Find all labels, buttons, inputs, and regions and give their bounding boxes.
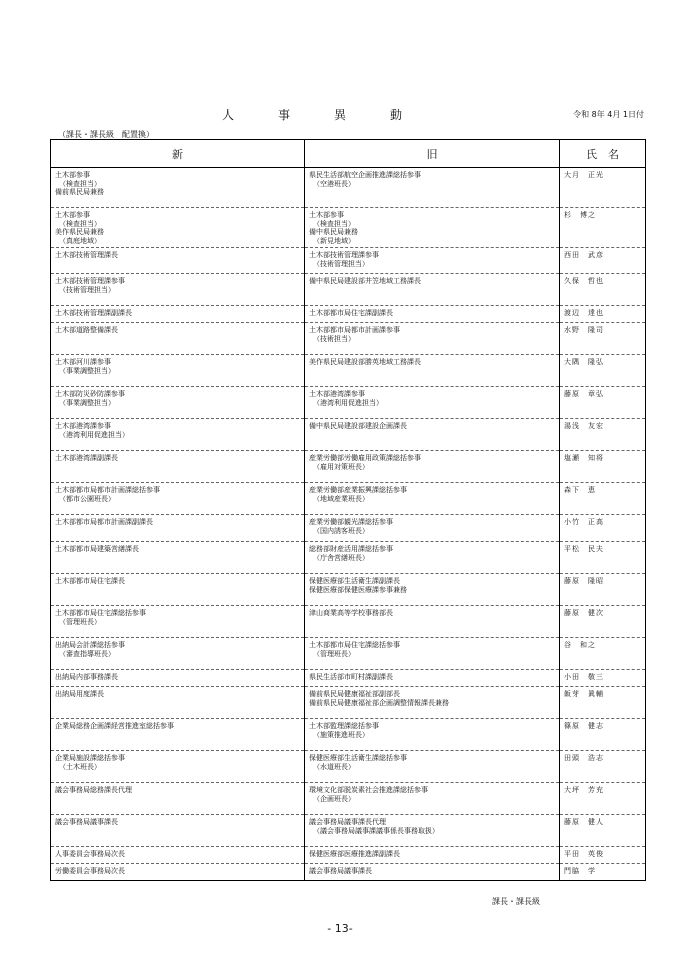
person-name: 小竹 正高 bbox=[564, 518, 604, 526]
person-name: 大坪 芳充 bbox=[564, 786, 604, 794]
new-position-line: 土木部都市局住宅課長 bbox=[55, 577, 125, 585]
person-name: 藤原 章弘 bbox=[564, 390, 604, 398]
new-position-cell bbox=[51, 670, 305, 687]
new-position-line: 土木部港湾課副課長 bbox=[55, 454, 118, 462]
old-position-line: （議会事務局議事課議事係長事務取扱） bbox=[313, 826, 439, 835]
person-name-cell bbox=[560, 606, 646, 638]
new-position-line: 土木部防災砂防課参事 bbox=[55, 390, 125, 398]
old-position-line: （地域産業班長） bbox=[313, 494, 369, 503]
new-position-cell bbox=[51, 638, 305, 670]
table-row bbox=[51, 542, 646, 574]
new-position-cell bbox=[51, 306, 305, 323]
old-position-cell bbox=[305, 847, 560, 864]
new-position-line: （事業調整担当） bbox=[59, 398, 115, 407]
old-position-cell bbox=[305, 451, 560, 483]
person-name: 西田 武彦 bbox=[564, 251, 604, 259]
old-position-line: （港湾利用促進担当） bbox=[313, 398, 383, 407]
new-position-line: （都市公園班長） bbox=[59, 494, 115, 503]
person-name-cell bbox=[560, 783, 646, 815]
person-name-cell bbox=[560, 323, 646, 355]
old-position-line: 保健医療部生活衛生課副課長 bbox=[309, 577, 400, 585]
old-position-line: 津山商業高等学校事務部長 bbox=[309, 609, 393, 617]
old-position-cell bbox=[305, 248, 560, 274]
person-name-cell bbox=[560, 574, 646, 606]
column-header-new: 新 bbox=[51, 140, 305, 168]
person-name: 湯浅 友宏 bbox=[564, 422, 604, 430]
old-position-line: （管理班長） bbox=[313, 649, 355, 658]
table-row bbox=[51, 574, 646, 606]
table-row bbox=[51, 355, 646, 387]
new-position-line: （検査担当） bbox=[59, 219, 101, 228]
old-position-line: （国内誘客班長） bbox=[313, 526, 369, 535]
table-body bbox=[51, 168, 646, 881]
old-position-cell bbox=[305, 751, 560, 783]
new-position-cell bbox=[51, 208, 305, 248]
new-position-line: （事業調整担当） bbox=[59, 366, 115, 375]
new-position-line: 土木部都市局都市計画課総括参事 bbox=[55, 486, 160, 494]
old-position-line: （施策推進班長） bbox=[313, 730, 369, 739]
person-name: 大月 正光 bbox=[564, 171, 604, 179]
new-position-line: 備前県民局兼務 bbox=[55, 188, 104, 196]
person-name: 平松 民夫 bbox=[564, 545, 604, 553]
old-position-line: 保健医療部生活衛生課総括参事 bbox=[309, 754, 407, 762]
footer-note: 課長・課長級 bbox=[492, 897, 540, 906]
old-position-cell bbox=[305, 168, 560, 208]
table-row bbox=[51, 515, 646, 542]
person-name-cell bbox=[560, 719, 646, 751]
person-name: 大隅 隆弘 bbox=[564, 358, 604, 366]
new-position-cell bbox=[51, 783, 305, 815]
new-position-cell bbox=[51, 815, 305, 847]
new-position-line: 土木部技術管理課副課長 bbox=[55, 309, 132, 317]
old-position-line: 土木部港湾課参事 bbox=[309, 390, 365, 398]
old-position-line: 議会事務局議事課長 bbox=[309, 867, 372, 875]
old-position-line: 土木部監理課総括参事 bbox=[309, 722, 379, 730]
person-name-cell bbox=[560, 419, 646, 451]
new-position-cell bbox=[51, 847, 305, 864]
table-header-row bbox=[51, 140, 646, 168]
old-position-cell bbox=[305, 606, 560, 638]
new-position-line: 議会事務局総務課長代理 bbox=[55, 786, 132, 794]
person-name: 久保 哲也 bbox=[564, 277, 604, 285]
old-position-line: 県民生活部航空企画推進課総括参事 bbox=[309, 171, 421, 179]
table-row bbox=[51, 483, 646, 515]
old-position-line: 土木部都市局都市計画課参事 bbox=[309, 326, 400, 334]
person-name-cell bbox=[560, 847, 646, 864]
table-row bbox=[51, 815, 646, 847]
new-position-line: 出納局内部事務課長 bbox=[55, 673, 118, 681]
person-name-cell bbox=[560, 670, 646, 687]
new-position-line: （技術管理担当） bbox=[59, 285, 115, 294]
old-position-line: 土木部参事 bbox=[309, 211, 344, 219]
person-name-cell bbox=[560, 451, 646, 483]
person-name-cell bbox=[560, 355, 646, 387]
table-row bbox=[51, 687, 646, 719]
table-row bbox=[51, 670, 646, 687]
new-position-cell bbox=[51, 751, 305, 783]
new-position-cell bbox=[51, 542, 305, 574]
new-position-cell bbox=[51, 515, 305, 542]
new-position-line: 土木部参事 bbox=[55, 211, 90, 219]
old-position-line: （新見地域） bbox=[313, 236, 355, 245]
old-position-cell bbox=[305, 815, 560, 847]
old-position-line: 備中県民局建設部井笠地域工務課長 bbox=[309, 277, 421, 285]
new-position-cell bbox=[51, 387, 305, 419]
new-position-cell bbox=[51, 451, 305, 483]
old-position-line: 備前県民局健康福祉部企画調整情報課長兼務 bbox=[309, 698, 449, 707]
person-name-cell bbox=[560, 274, 646, 306]
old-position-line: （庁舎営繕班長） bbox=[313, 553, 369, 562]
new-position-line: 出納局会計課総括参事 bbox=[55, 641, 125, 649]
person-name: 門脇 学 bbox=[564, 867, 596, 875]
new-position-cell bbox=[51, 323, 305, 355]
old-position-cell bbox=[305, 719, 560, 751]
new-position-line: 企業局総務企画課経営推進室総括参事 bbox=[55, 722, 174, 730]
new-position-cell bbox=[51, 606, 305, 638]
person-name: 塩瀬 知将 bbox=[564, 454, 604, 462]
table-row bbox=[51, 719, 646, 751]
new-position-cell bbox=[51, 483, 305, 515]
person-name-cell bbox=[560, 815, 646, 847]
person-name: 渡辺 達也 bbox=[564, 309, 604, 317]
table-row bbox=[51, 751, 646, 783]
old-position-cell bbox=[305, 387, 560, 419]
old-position-line: 総務部財産活用課総括参事 bbox=[309, 545, 393, 553]
person-name: 藤原 隆昭 bbox=[564, 577, 604, 585]
person-name: 藤原 健次 bbox=[564, 609, 604, 617]
new-position-cell bbox=[51, 168, 305, 208]
old-position-line: （技術管理担当） bbox=[313, 259, 369, 268]
person-name-cell bbox=[560, 687, 646, 719]
table-row bbox=[51, 451, 646, 483]
old-position-cell bbox=[305, 515, 560, 542]
old-position-line: （検査担当） bbox=[313, 219, 355, 228]
person-name-cell bbox=[560, 248, 646, 274]
person-name-cell bbox=[560, 751, 646, 783]
table-row bbox=[51, 208, 646, 248]
old-position-line: 美作県民局建設部勝英地域工務課長 bbox=[309, 358, 421, 366]
person-name: 森下 恵 bbox=[564, 486, 596, 494]
new-position-cell bbox=[51, 248, 305, 274]
table-row bbox=[51, 847, 646, 864]
new-position-line: 土木部都市局建築営繕課長 bbox=[55, 545, 139, 553]
new-position-line: 美作県民局兼務 bbox=[55, 228, 104, 236]
old-position-cell bbox=[305, 574, 560, 606]
table-row bbox=[51, 419, 646, 451]
new-position-cell bbox=[51, 419, 305, 451]
old-position-line: 産業労働部観光課総括参事 bbox=[309, 518, 393, 526]
table-row bbox=[51, 168, 646, 208]
new-position-line: 企業局施設課総括参事 bbox=[55, 754, 125, 762]
table-row bbox=[51, 387, 646, 419]
person-name: 田頭 浩志 bbox=[564, 754, 604, 762]
old-position-cell bbox=[305, 542, 560, 574]
old-position-line: 備中県民局兼務 bbox=[309, 228, 358, 236]
old-position-line: 土木部都市局住宅課副課長 bbox=[309, 309, 393, 317]
old-position-cell bbox=[305, 274, 560, 306]
old-position-line: 環境文化部脱炭素社会推進課総括参事 bbox=[309, 786, 428, 794]
new-position-cell bbox=[51, 355, 305, 387]
new-position-line: 土木部技術管理課参事 bbox=[55, 277, 125, 285]
old-position-line: 保健医療部医療推進課副課長 bbox=[309, 850, 400, 858]
column-header-name: 氏 名 bbox=[560, 140, 646, 168]
table-row bbox=[51, 306, 646, 323]
person-name-cell bbox=[560, 864, 646, 881]
old-position-line: （空港班長） bbox=[313, 179, 355, 188]
table-row bbox=[51, 274, 646, 306]
person-name-cell bbox=[560, 208, 646, 248]
old-position-line: 備前県民局健康福祉部副部長 bbox=[309, 690, 400, 698]
old-position-line: 産業労働部労働雇用政策課総括参事 bbox=[309, 454, 421, 462]
old-position-line: 土木部技術管理課参事 bbox=[309, 251, 379, 259]
person-name: 谷 和之 bbox=[564, 641, 596, 649]
person-name-cell bbox=[560, 168, 646, 208]
table-row bbox=[51, 783, 646, 815]
person-name-cell bbox=[560, 542, 646, 574]
person-name-cell bbox=[560, 306, 646, 323]
old-position-cell bbox=[305, 864, 560, 881]
old-position-line: 土木部都市局住宅課総括参事 bbox=[309, 641, 400, 649]
new-position-line: （検査担当） bbox=[59, 179, 101, 188]
page-title: 人 事 異 動 bbox=[221, 108, 418, 122]
new-position-line: 土木部道路整備課長 bbox=[55, 326, 118, 334]
old-position-cell bbox=[305, 323, 560, 355]
table-row bbox=[51, 323, 646, 355]
person-name: 篠原 健志 bbox=[564, 722, 604, 730]
new-position-line: （土木班長） bbox=[59, 762, 101, 771]
person-name-cell bbox=[560, 387, 646, 419]
old-position-line: 備中県民局建設部建設企画課長 bbox=[309, 422, 407, 430]
old-position-line: （水道班長） bbox=[313, 762, 355, 771]
personnel-table bbox=[50, 139, 646, 881]
table-row bbox=[51, 864, 646, 881]
new-position-line: （真庭地域） bbox=[59, 236, 101, 245]
section-subtitle: （課長・課長級 配置換） bbox=[58, 130, 154, 139]
person-name: 杉 博之 bbox=[564, 211, 596, 219]
old-position-cell bbox=[305, 783, 560, 815]
new-position-line: 土木部港湾課参事 bbox=[55, 422, 111, 430]
table-row bbox=[51, 248, 646, 274]
old-position-cell bbox=[305, 306, 560, 323]
table-row bbox=[51, 638, 646, 670]
person-name: 平田 英俊 bbox=[564, 850, 604, 858]
new-position-line: 土木部都市局都市計画課副課長 bbox=[55, 518, 153, 526]
old-position-line: （技術担当） bbox=[313, 334, 355, 343]
person-name-cell bbox=[560, 515, 646, 542]
new-position-line: 土木部都市局住宅課総括参事 bbox=[55, 609, 146, 617]
new-position-line: 土木部技術管理課長 bbox=[55, 251, 118, 259]
new-position-cell bbox=[51, 864, 305, 881]
new-position-line: （審査指導班長） bbox=[59, 649, 115, 658]
table-row bbox=[51, 606, 646, 638]
old-position-line: （企画班長） bbox=[313, 794, 355, 803]
old-position-cell bbox=[305, 687, 560, 719]
person-name: 水野 隆司 bbox=[564, 326, 604, 334]
new-position-line: 人事委員会事務局次長 bbox=[55, 850, 125, 858]
new-position-cell bbox=[51, 719, 305, 751]
old-position-line: 産業労働部産業振興課総括参事 bbox=[309, 486, 407, 494]
person-name-cell bbox=[560, 638, 646, 670]
old-position-line: 議会事務局議事課長代理 bbox=[309, 818, 386, 826]
old-position-cell bbox=[305, 355, 560, 387]
old-position-cell bbox=[305, 208, 560, 248]
old-position-cell bbox=[305, 638, 560, 670]
old-position-line: 県民生活部市町村課副課長 bbox=[309, 673, 393, 681]
person-name: 藤原 健人 bbox=[564, 818, 604, 826]
old-position-line: 保健医療部保健医療課参事兼務 bbox=[309, 585, 407, 594]
old-position-line: （雇用対策班長） bbox=[313, 462, 369, 471]
new-position-cell bbox=[51, 687, 305, 719]
new-position-line: （管理班長） bbox=[59, 617, 101, 626]
new-position-line: 労働委員会事務局次長 bbox=[55, 867, 125, 875]
new-position-line: 土木部河川課参事 bbox=[55, 358, 111, 366]
old-position-cell bbox=[305, 670, 560, 687]
person-name: 飯芽 眞輔 bbox=[564, 690, 604, 698]
column-header-old: 旧 bbox=[305, 140, 560, 168]
new-position-cell bbox=[51, 274, 305, 306]
new-position-line: 議会事務局議事課長 bbox=[55, 818, 118, 826]
person-name-cell bbox=[560, 483, 646, 515]
person-name: 小田 敬三 bbox=[564, 673, 604, 681]
new-position-cell bbox=[51, 574, 305, 606]
old-position-cell bbox=[305, 419, 560, 451]
old-position-cell bbox=[305, 483, 560, 515]
new-position-line: 土木部参事 bbox=[55, 171, 90, 179]
effective-date: 令和 8年 4月 1日付 bbox=[573, 110, 644, 119]
page-number: - 13- bbox=[327, 922, 353, 935]
new-position-line: （港湾利用促進担当） bbox=[59, 430, 129, 439]
new-position-line: 出納局用度課長 bbox=[55, 690, 104, 698]
